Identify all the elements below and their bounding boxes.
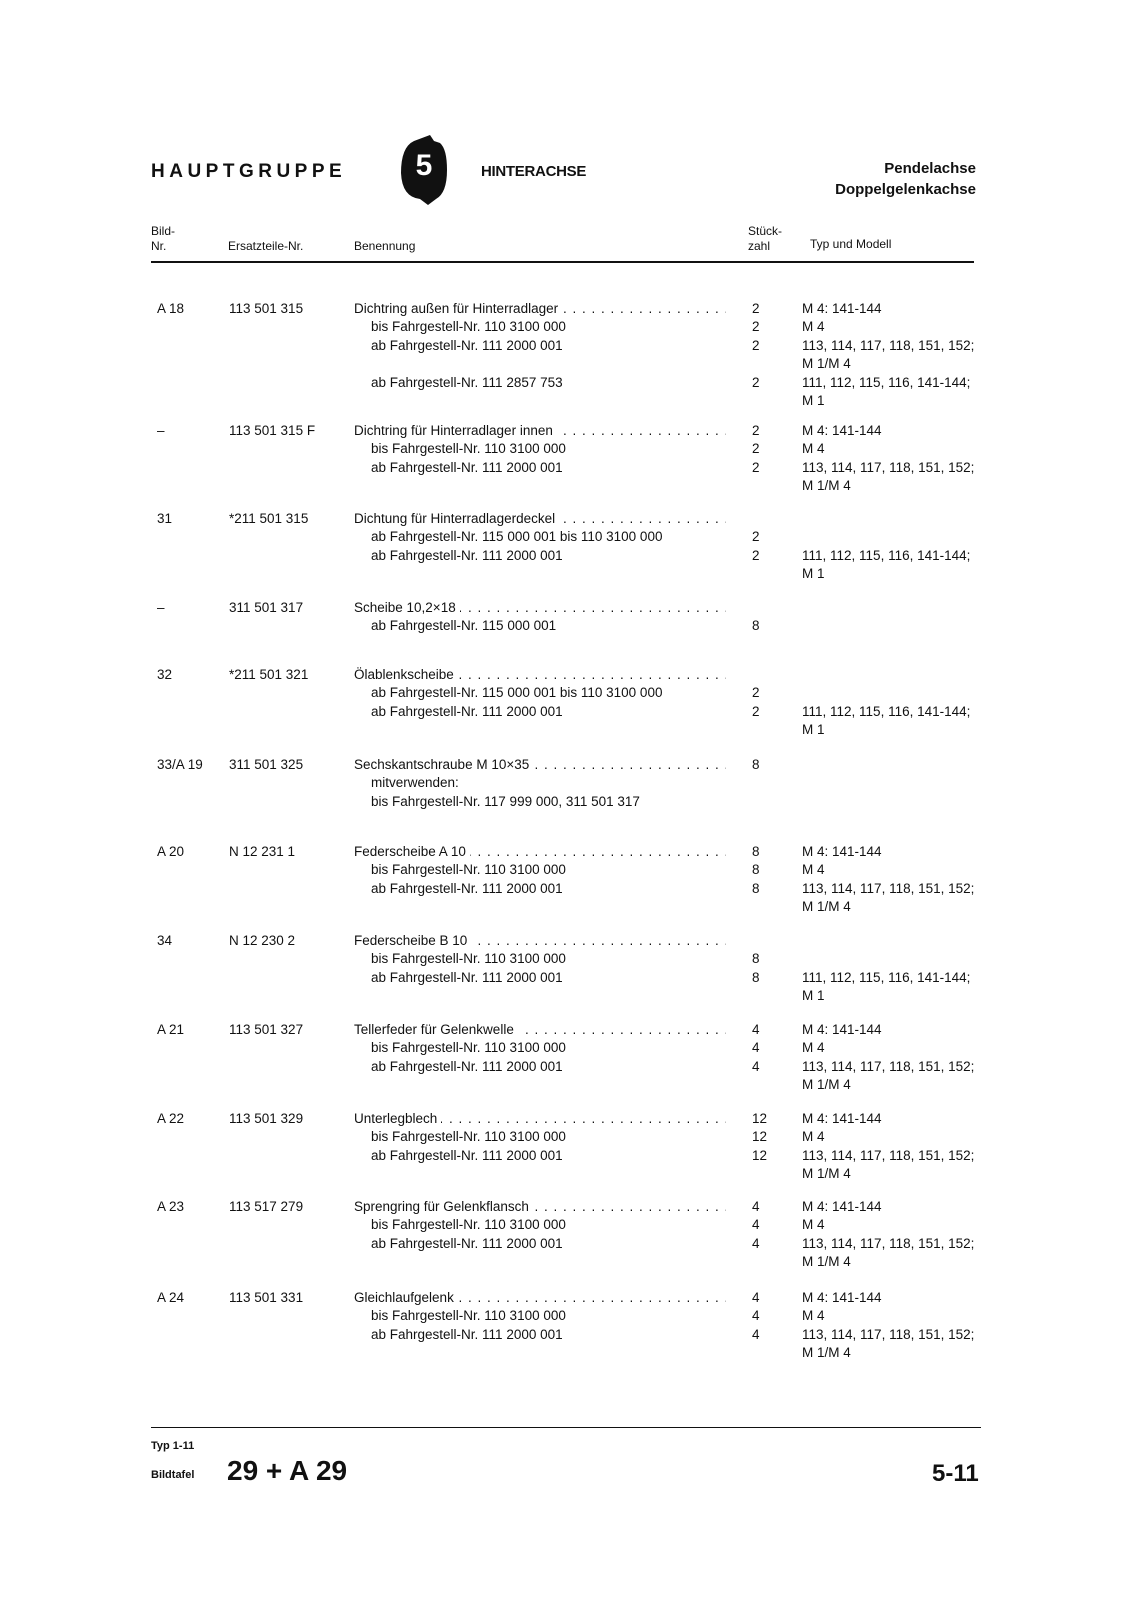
sub-line: ab Fahrgestell-Nr. 111 2000 001 [371,547,563,563]
sub-line: bis Fahrgestell-Nr. 110 3100 000 [371,1308,566,1324]
typ-modell: M 4: 141-144 [802,1022,882,1037]
ersatzteil-nr: *211 501 321 [229,667,309,682]
bild-nr: A 18 [157,301,185,316]
sub-typ-modell-cont: M 1/M 4 [802,1077,851,1093]
sub-typ-modell: M 4 [802,319,825,335]
col-header-benennung: Benennung [354,239,416,253]
sub-stueckzahl: 2 [752,459,760,475]
sub-line: ab Fahrgestell-Nr. 115 000 001 [371,618,557,634]
sub-line: bis Fahrgestell-Nr. 110 3100 000 [371,1217,566,1233]
ersatzteil-nr: 113 501 315 F [229,423,316,438]
bild-nr: 31 [157,511,173,526]
group-label: HAUPTGRUPPE [151,161,347,182]
bild-nr: 32 [157,667,173,682]
sub-line: bis Fahrgestell-Nr. 110 3100 000 [371,319,566,335]
sub-stueckzahl: 12 [752,1129,768,1145]
stueckzahl: 8 [752,757,760,772]
sub-stueckzahl: 2 [752,374,760,390]
benennung-text: Dichtung für Hinterradlagerdeckel [354,511,559,526]
col-header-bild: Bild- Nr. [151,224,176,253]
sub-typ-modell: 113, 114, 117, 118, 151, 152; [802,1235,975,1251]
sub-typ-modell: 113, 114, 117, 118, 151, 152; [802,459,975,475]
group-number: 5 [415,149,433,182]
ersatzteil-nr: 113 501 327 [229,1022,304,1037]
sub-typ-modell: M 4 [802,1308,825,1324]
sub-stueckzahl: 4 [752,1217,760,1233]
header-rule [151,261,974,263]
benennung-text: Federscheibe A 10 [354,844,470,859]
col-header-stueckzahl: Stück- zahl [748,224,783,253]
sub-line: ab Fahrgestell-Nr. 111 2857 753 [371,374,563,390]
sub-stueckzahl: 2 [752,529,760,545]
sub-stueckzahl: 4 [752,1235,760,1251]
sub-stueckzahl: 12 [752,1147,768,1163]
footer-bildtafel-label: Bildtafel [151,1469,195,1481]
sub-typ-modell: 113, 114, 117, 118, 151, 152; [802,880,975,896]
bild-nr: A 23 [157,1199,185,1214]
sub-line: ab Fahrgestell-Nr. 111 2000 001 [371,1058,563,1074]
benennung [354,756,726,774]
ersatzteil-nr: 113 501 315 [229,301,304,316]
sub-line: ab Fahrgestell-Nr. 111 2000 001 [371,1326,563,1342]
benennung-text: Sprengring für Gelenkflansch [354,1199,533,1214]
ersatzteil-nr: N 12 231 1 [229,844,296,859]
ersatzteil-nr: N 12 230 2 [229,933,296,948]
benennung-text: Gleichlaufgelenk [354,1290,458,1305]
benennung [354,666,726,684]
sub-line: bis Fahrgestell-Nr. 110 3100 000 [371,951,566,967]
sub-typ-modell-cont: M 1 [802,988,825,1004]
sub-typ-modell: M 4 [802,1040,825,1056]
benennung [354,1198,726,1216]
sub-line: ab Fahrgestell-Nr. 111 2000 001 [371,703,563,719]
stueckzahl: 4 [752,1290,760,1305]
sub-stueckzahl: 2 [752,547,760,563]
benennung-text: Sechskantschraube M 10×35 [354,757,533,772]
sub-typ-modell-cont: M 1/M 4 [802,1166,851,1182]
footer-rule [151,1427,981,1428]
sub-typ-modell: 111, 112, 115, 116, 141-144; [802,703,971,719]
benennung [354,300,726,318]
footer-bildtafel-number: 29 + A 29 [227,1455,348,1486]
sub-line: bis Fahrgestell-Nr. 110 3100 000 [371,1040,566,1056]
benennung-text: Federscheibe B 10 [354,933,471,948]
sub-typ-modell-cont: M 1 [802,566,825,582]
benennung [354,599,726,617]
sub-typ-modell: M 4 [802,1129,825,1145]
sub-line: ab Fahrgestell-Nr. 115 000 001 bis 110 3100 000 [371,529,663,545]
sub-typ-modell: M 4 [802,441,825,457]
col-header-typ: Typ und Modell [810,237,892,251]
sub-line: ab Fahrgestell-Nr. 111 2000 001 [371,337,563,353]
stueckzahl: 4 [752,1199,760,1214]
sub-line: bis Fahrgestell-Nr. 110 3100 000 [371,862,566,878]
bild-nr: 34 [157,933,173,948]
sub-typ-modell: M 4 [802,862,825,878]
ersatzteil-nr: 311 501 325 [229,757,304,772]
sub-typ-modell-cont: M 1 [802,393,825,408]
ersatzteil-nr: 311 501 317 [229,600,304,615]
sub-stueckzahl: 2 [752,703,760,719]
benennung [354,1021,726,1039]
section-title: HINTERACHSE [481,163,587,180]
benennung [354,843,726,861]
benennung-text: Scheibe 10,2×18 [354,600,460,615]
sub-stueckzahl: 8 [752,618,760,634]
sub-stueckzahl: 8 [752,862,760,878]
subtitle-pendelachse: Pendelachse [884,160,976,177]
benennung-text: Ölablenkscheibe [354,667,458,682]
benennung [354,1110,726,1128]
page-number: 5-11 [932,1460,979,1487]
typ-modell: M 4: 141-144 [802,1199,882,1214]
benennung-text: Unterlegblech [354,1111,441,1126]
benennung-text: Tellerfeder für Gelenkwelle [354,1022,518,1037]
col-header-ersatzteile: Ersatzteile-Nr. [228,239,304,253]
typ-modell: M 4: 141-144 [802,423,882,438]
stueckzahl: 2 [752,301,760,316]
sub-line: ab Fahrgestell-Nr. 111 2000 001 [371,1235,563,1251]
sub-line: bis Fahrgestell-Nr. 110 3100 000 [371,1129,566,1145]
sub-stueckzahl: 2 [752,685,760,701]
bild-nr: 33/A 19 [157,757,203,772]
sub-line: bis Fahrgestell-Nr. 117 999 000, 311 501 317 [371,793,640,809]
sub-typ-modell: 113, 114, 117, 118, 151, 152; [802,1058,975,1074]
ersatzteil-nr: 113 517 279 [229,1199,304,1214]
sub-line: ab Fahrgestell-Nr. 111 2000 001 [371,880,563,896]
sub-stueckzahl: 4 [752,1326,760,1342]
sub-stueckzahl: 8 [752,969,760,985]
benennung-text: Dichtring außen für Hinterradlager [354,301,562,316]
sub-typ-modell: 113, 114, 117, 118, 151, 152; [802,1326,975,1342]
stueckzahl: 12 [752,1111,768,1126]
typ-modell: M 4: 141-144 [802,1290,882,1305]
group-number-badge [400,135,448,205]
benennung-text: Dichtring für Hinterradlager innen [354,423,557,438]
benennung [354,510,726,528]
sub-typ-modell: M 4 [802,1217,825,1233]
sub-line: mitverwenden: [371,775,459,791]
bild-nr: – [157,423,165,438]
benennung [354,1289,726,1307]
sub-typ-modell-cont: M 1/M 4 [802,1345,851,1361]
stueckzahl: 8 [752,844,760,859]
sub-stueckzahl: 8 [752,951,760,967]
bild-nr: – [157,600,165,615]
ersatzteil-nr: *211 501 315 [229,511,309,526]
ersatzteil-nr: 113 501 331 [229,1290,304,1305]
sub-typ-modell: 113, 114, 117, 118, 151, 152; [802,337,975,353]
sub-typ-modell: 111, 112, 115, 116, 141-144; [802,374,971,390]
stueckzahl: 2 [752,423,760,438]
typ-modell: M 4: 141-144 [802,1111,882,1126]
sub-stueckzahl: 2 [752,337,760,353]
typ-modell: M 4: 141-144 [802,301,882,316]
benennung [354,932,726,950]
typ-modell: M 4: 141-144 [802,844,882,859]
sub-typ-modell: 113, 114, 117, 118, 151, 152; [802,1147,975,1163]
sub-line: ab Fahrgestell-Nr. 111 2000 001 [371,1147,563,1163]
sub-typ-modell-cont: M 1/M 4 [802,478,851,494]
ersatzteil-nr: 113 501 329 [229,1111,304,1126]
sub-typ-modell-cont: M 1/M 4 [802,899,851,915]
bild-nr: A 20 [157,844,185,859]
sub-typ-modell: 111, 112, 115, 116, 141-144; [802,969,971,985]
bild-nr: A 24 [157,1290,185,1305]
sub-stueckzahl: 4 [752,1040,760,1056]
sub-line: ab Fahrgestell-Nr. 111 2000 001 [371,459,563,475]
sub-line: ab Fahrgestell-Nr. 111 2000 001 [371,969,563,985]
sub-line: ab Fahrgestell-Nr. 115 000 001 bis 110 3100 000 [371,685,663,701]
sub-typ-modell-cont: M 1 [802,722,825,738]
benennung [354,422,726,440]
bild-nr: A 21 [157,1022,185,1037]
sub-typ-modell-cont: M 1/M 4 [802,356,851,372]
footer-typ: Typ 1-11 [151,1440,195,1452]
sub-stueckzahl: 2 [752,319,760,335]
sub-stueckzahl: 4 [752,1308,760,1324]
sub-stueckzahl: 4 [752,1058,760,1074]
sub-line: bis Fahrgestell-Nr. 110 3100 000 [371,441,566,457]
subtitle-doppelgelenkachse: Doppelgelenkachse [835,181,976,198]
stueckzahl: 4 [752,1022,760,1037]
sub-typ-modell: 111, 112, 115, 116, 141-144; [802,547,971,563]
sub-typ-modell-cont: M 1/M 4 [802,1254,851,1270]
bild-nr: A 22 [157,1111,185,1126]
sub-stueckzahl: 2 [752,441,760,457]
sub-stueckzahl: 8 [752,880,760,896]
